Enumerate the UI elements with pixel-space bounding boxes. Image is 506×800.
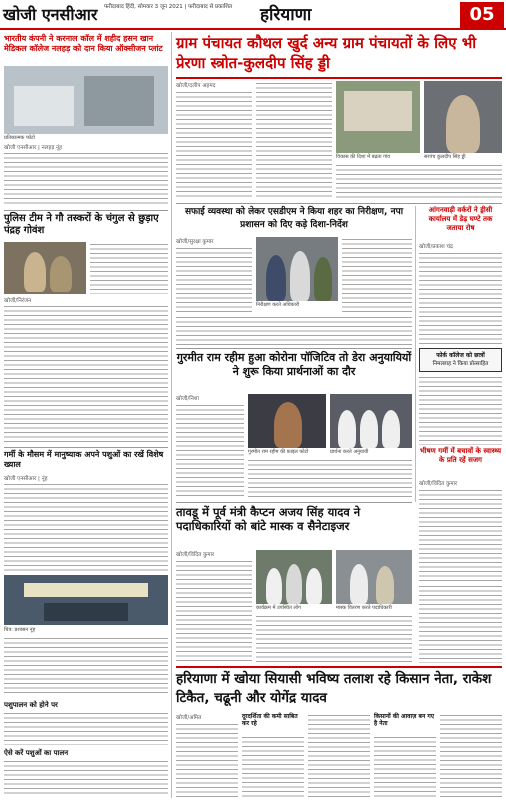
divider <box>176 77 502 79</box>
college-box <box>419 348 502 372</box>
kothal-photo-2 <box>424 81 502 153</box>
column-rule <box>171 32 172 798</box>
story1-photo <box>4 66 168 134</box>
kisan-body-c <box>308 713 370 797</box>
heat-byline: खोजी/विदित कुमार <box>419 481 458 487</box>
heat-headline: भीषण गर्मी में बचावों के स्वास्थ्य के प्रति रहें सजग <box>419 447 502 464</box>
story4-headline: पशुपालन को होने पर <box>4 701 58 709</box>
safai-photo <box>256 237 338 301</box>
safai-byline: खोजी/सुरक्षा कुमार <box>176 239 214 245</box>
safai-caption: निरीक्षण करते अधिकारी <box>256 302 300 308</box>
story3-caption: चित्र: प्रशासन नूंह <box>4 627 36 633</box>
story2-body-a <box>90 242 168 294</box>
divider <box>176 203 502 204</box>
story3-headline: गर्मी के मौसम में मानुष्याक अपने पशुओं का रखें विशेष ख्याल <box>4 450 164 469</box>
dateline: फरीदाबाद हिंदी, सोमवार 3 जून 2021 | फरीदाबाद से प्रकाशित <box>104 4 233 10</box>
aanganwadi-body <box>419 251 502 345</box>
page-number: 05 <box>460 2 504 28</box>
story4-body-b <box>4 759 168 797</box>
kothal-headline: ग्राम पंचायत कौथल खुर्द अन्य ग्राम पंचायतों के लिए भी प्रेरणा स्त्रोत-कुलदीप सिंह ड्डी <box>176 34 477 72</box>
aanganwadi-byline: खोजी/प्रकाश चंद्र <box>419 244 453 250</box>
college-box-title: फोर्क कॉलेज को छात्रों <box>436 352 485 359</box>
kisan-body-b <box>242 735 304 797</box>
tavadu-byline: खोजी/विदित कुमार <box>176 552 215 558</box>
gurmeet-photo-2 <box>330 394 412 448</box>
college-body <box>419 375 502 445</box>
story2-photo <box>4 242 86 294</box>
story1-byline: खोजी एनसीआर | नलहड़ नूंह <box>4 145 63 151</box>
kisan-subhead-2: किसानों की आवाज़ बन गए है नेता <box>374 713 435 727</box>
aanganwadi-headline: आंगनवाड़ी वर्करों ने ड्रीसी कार्यालय में डेढ़ घण्टे तक जताया रोष <box>428 206 493 232</box>
tavadu-photo-2 <box>336 550 412 604</box>
tavadu-caption-1: कार्यक्रम में उपस्थित लोग <box>256 605 301 611</box>
kisan-subhead-1: दूरदर्शिता की कमी साबित कर रहे <box>242 713 298 727</box>
column-rule <box>415 206 416 502</box>
kothal-photo-1 <box>336 81 420 153</box>
kisan-byline: खोजी/अमित <box>176 715 202 721</box>
gurmeet-body-a <box>176 403 244 499</box>
kisan-body-a <box>176 722 238 797</box>
gurmeet-photo-1 <box>248 394 326 448</box>
story3-body-b <box>4 636 168 696</box>
gurmeet-headline: गुरमीत राम रहीम हुआ कोरोना पॉजिटिव तो डेरा अनुयायियों ने शुरू किया प्रार्थनाओं का दौर <box>176 351 412 378</box>
story3-photo <box>4 575 168 625</box>
story3-body <box>4 482 168 572</box>
story2-body-b <box>4 304 168 444</box>
kothal-caption-1: विकास की दिशा में बढ़ता गांव <box>336 154 391 160</box>
kisan-body-e <box>440 713 502 797</box>
divider <box>176 502 412 503</box>
story1-caption: प्रतिकात्मक फोटो <box>4 135 35 141</box>
tavadu-caption-2: मास्क वितरण करते पदाधिकारी <box>336 605 392 611</box>
story3-byline: खोजी एनसीआर | नूंह <box>4 476 48 482</box>
story2-headline: पुलिस टीम ने गौ तस्करों के चंगुल से छुड़ाए पंद्रह गोवंश <box>4 213 159 236</box>
kisan-body-d <box>374 735 436 797</box>
college-box-subtitle: निमल्लाह ने किया प्रोत्साहित <box>432 361 489 367</box>
divider <box>176 348 412 349</box>
safai-headline: सफाई व्यवस्था को लेकर एसडीएम ने किया शहर का निरीक्षण, नपा प्रशासन को दिए कड़े दिशा-निर्देश <box>184 207 404 230</box>
divider <box>4 210 168 211</box>
story2-byline: खोजी/निरंजन <box>4 298 32 304</box>
story1-headline: भारतीय कंपनी ने करनाल कॉल में शहीद हसन खान मेडिकल कॉलेज नलहड़ को दान किया ऑक्सीजन प्लांट <box>4 34 163 53</box>
section-title: हरियाणा <box>260 5 312 25</box>
kothal-body-c <box>336 163 502 200</box>
tavadu-photo-1 <box>256 550 332 604</box>
heat-body <box>419 488 502 581</box>
safai-body-c <box>176 315 412 345</box>
heat-body-b <box>419 584 502 663</box>
story4-subhead: ऐसे करें पशुओं का पालन <box>4 749 69 757</box>
gurmeet-caption-2: प्रार्थना करते अनुयायी <box>330 449 369 455</box>
safai-body-a <box>176 246 252 312</box>
gurmeet-byline: खोजी/निशा <box>176 396 199 402</box>
tavadu-body-b <box>256 614 412 663</box>
gurmeet-body-b <box>248 458 412 499</box>
kothal-byline: खोजी/दलीप अहमद <box>176 83 216 89</box>
divider <box>4 447 168 448</box>
story1-body <box>4 151 168 207</box>
kisan-headline: हरियाणा में खोया सियासी भविष्य तलाश रहे किसान नेता, राकेश टिकैत, चढूनी और योगेंद्र यादव <box>176 671 492 706</box>
gurmeet-caption-1: गुरमीत राम रहीम की फ़ाइल फोटो <box>248 449 309 455</box>
tavadu-headline: तावडू में पूर्व मंत्री कैप्टन अजय सिंह यादव ने पदाधिकारियों को बांटे मास्क व सैनेटाइजर <box>176 505 361 533</box>
newspaper-logo: खोजी एनसीआर <box>3 5 98 24</box>
kothal-caption-2: सरपंच कुलदीप सिंह ड्डी <box>424 154 466 160</box>
kothal-body-a <box>176 90 252 200</box>
kothal-body-b <box>256 81 332 200</box>
story4-body <box>4 711 168 745</box>
safai-body-b <box>342 237 412 312</box>
divider <box>176 666 502 668</box>
tavadu-body-a <box>176 559 252 663</box>
